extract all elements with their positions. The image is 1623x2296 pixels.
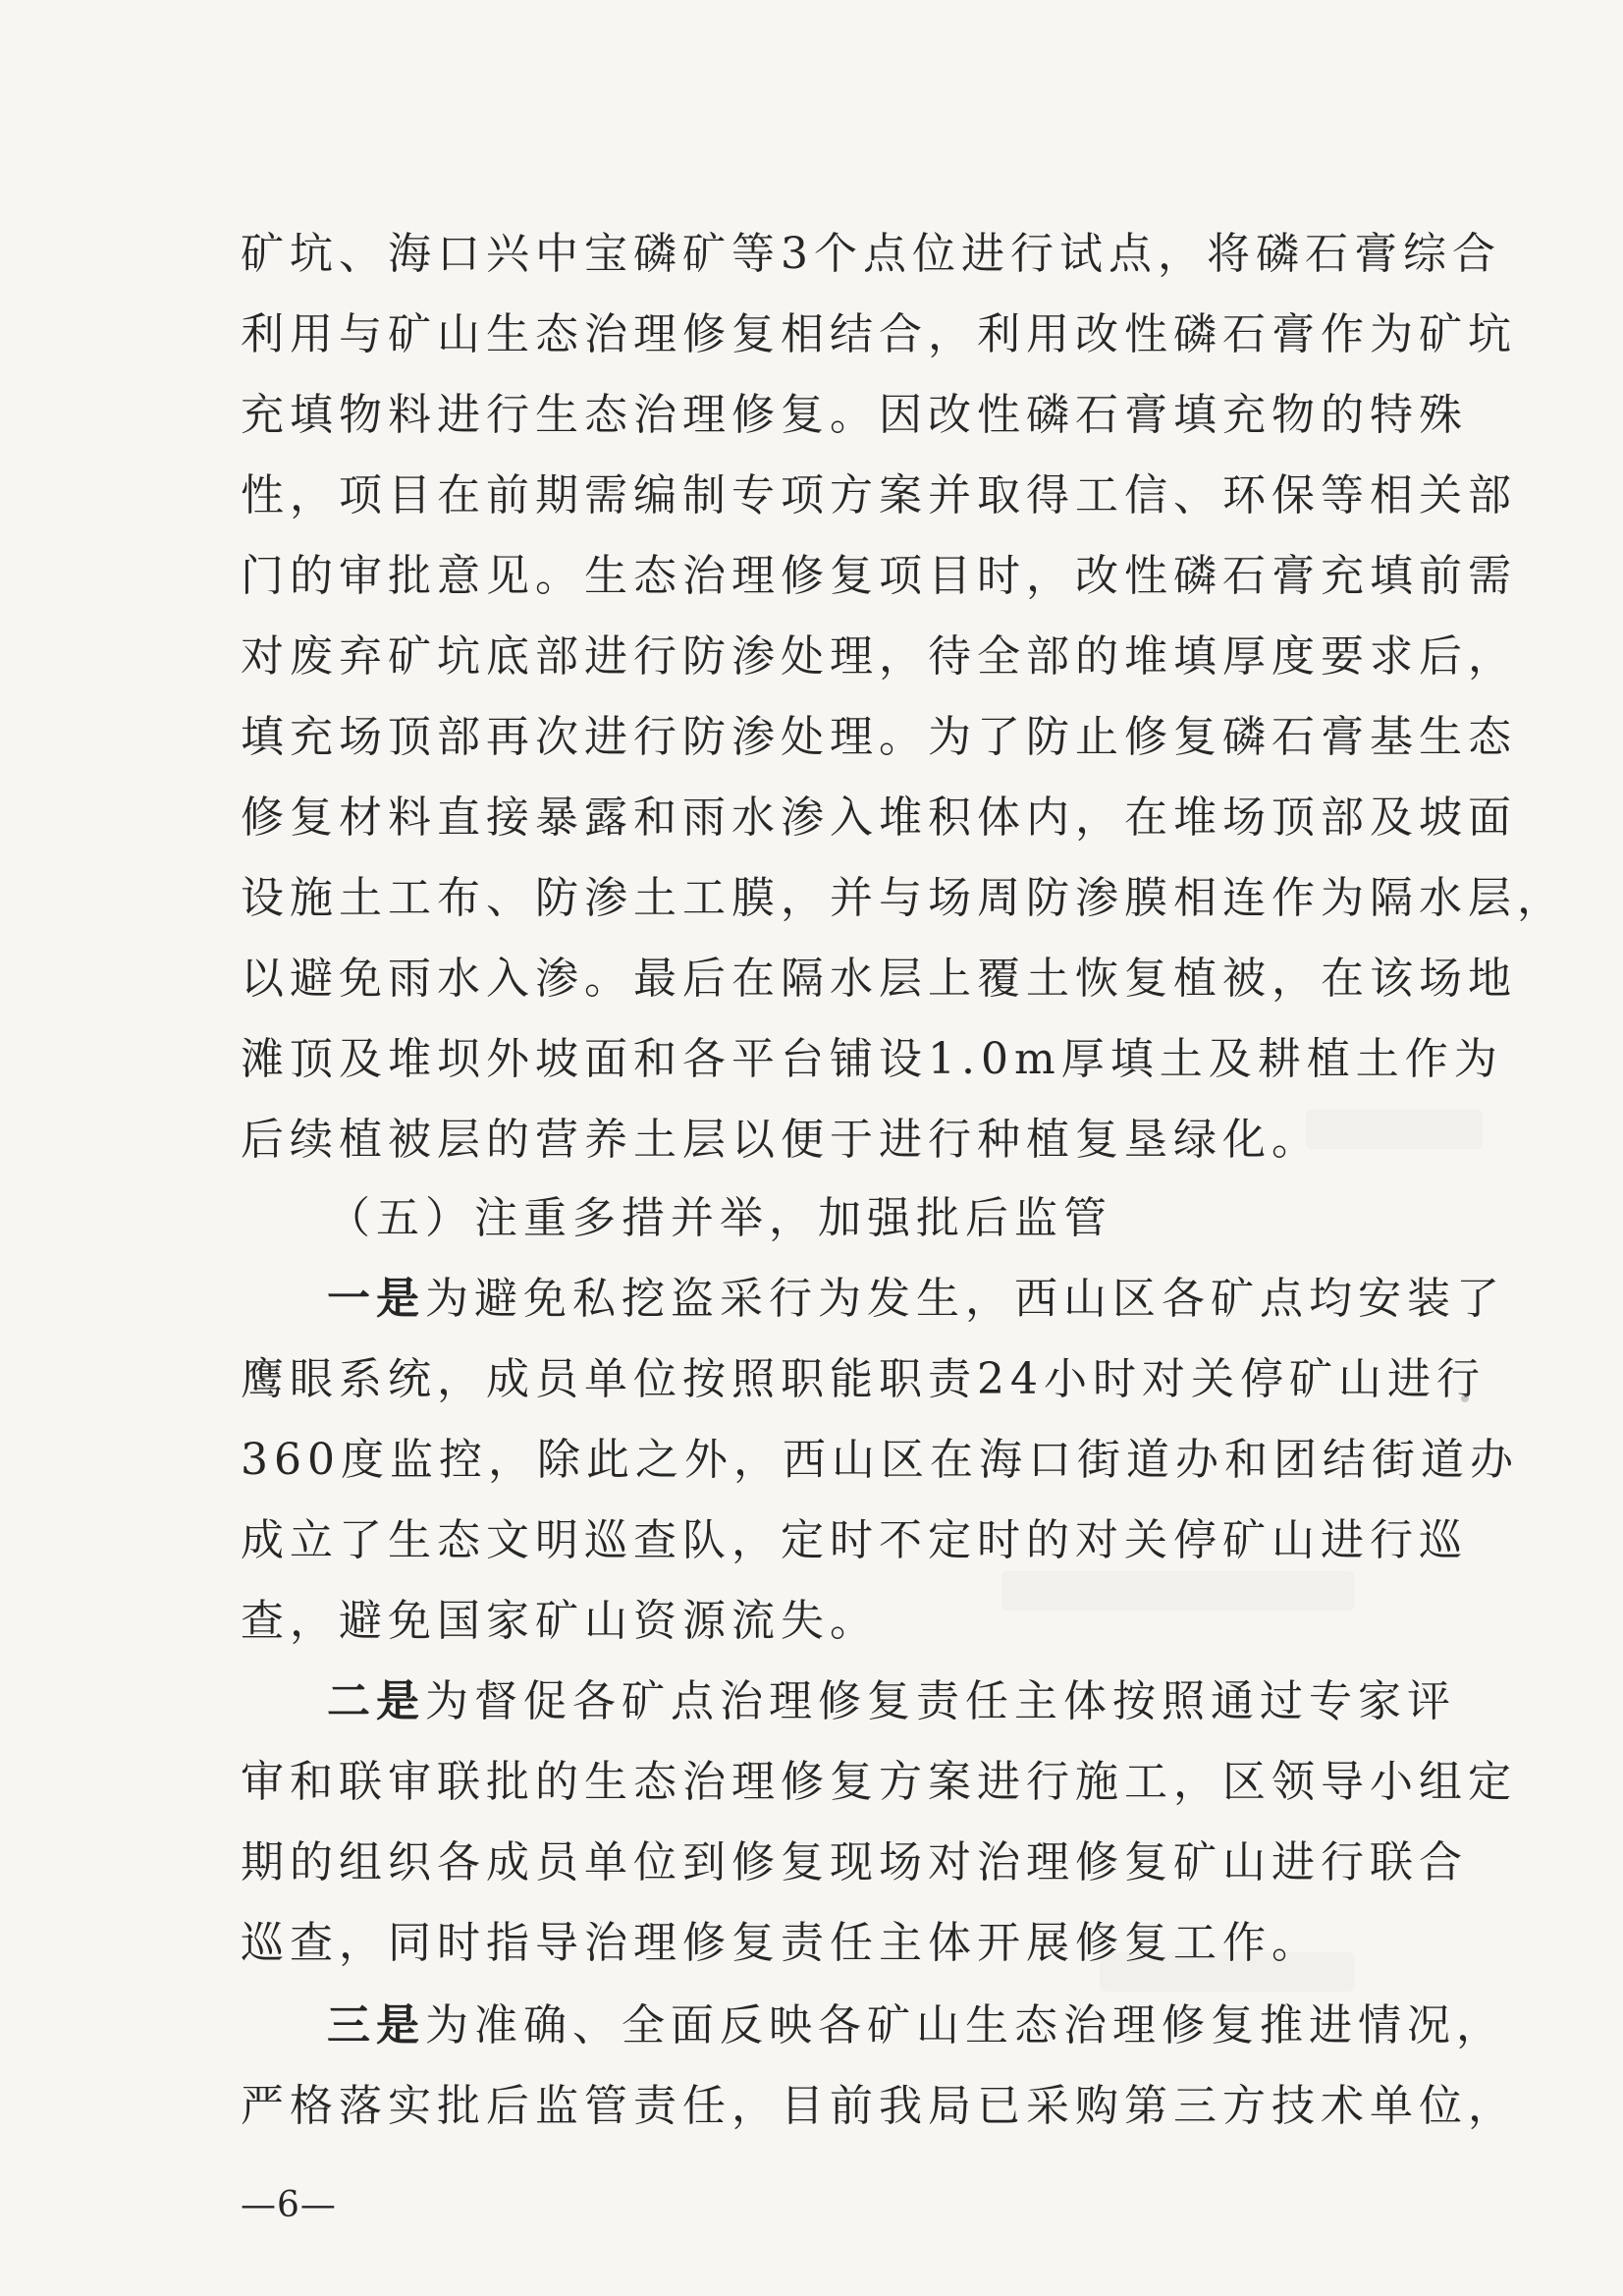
paragraph-one-lead: 一是 xyxy=(327,1274,425,1324)
paragraph-two-line-1 xyxy=(327,1674,1456,1729)
scan-dot xyxy=(1461,1394,1469,1402)
paragraph-three-line-2: 严格落实批后监管责任，目前我局已采购第三方技术单位， xyxy=(241,2081,1517,2131)
body-line-7: 填充场顶部再次进行防渗处理。为了防止修复磷石膏基生态 xyxy=(241,712,1517,762)
scan-shadow xyxy=(1001,1571,1355,1611)
paragraph-three-line-1-text: 为准确、全面反映各矿山生态治理修复推进情况， xyxy=(425,2000,1505,2050)
body-line-4: 性，项目在前期需编制专项方案并取得工信、环保等相关部 xyxy=(241,470,1517,520)
paragraph-one-line-5: 查，避免国家矿山资源流失。 xyxy=(241,1596,879,1646)
paragraph-one-line-1-text: 为避免私挖盗采行为发生，西山区各矿点均安装了 xyxy=(425,1274,1505,1324)
paragraph-three-line-1 xyxy=(327,1998,1505,2053)
paragraph-two-line-4: 巡查，同时指导治理修复责任主体开展修复工作。 xyxy=(241,1918,1321,1968)
body-line-6: 对废弃矿坑底部进行防渗处理，待全部的堆填厚度要求后， xyxy=(241,631,1517,682)
body-line-11: 滩顶及堆坝外坡面和各平台铺设1.0m厚填土及耕植土作为 xyxy=(241,1034,1503,1084)
body-line-1: 矿坑、海口兴中宝磷矿等3个点位进行试点，将磷石膏综合 xyxy=(241,229,1501,279)
paragraph-two-lead: 二是 xyxy=(327,1676,425,1726)
body-line-12: 后续植被层的营养土层以便于进行种植复垦绿化。 xyxy=(241,1115,1321,1165)
paragraph-one-line-3: 360度监控，除此之外，西山区在海口街道办和团结街道办 xyxy=(241,1435,1519,1485)
paragraph-one-line-2: 鹰眼系统，成员单位按照职能职责24小时对关停矿山进行 xyxy=(241,1354,1486,1404)
section-heading: （五）注重多措并举，加强批后监管 xyxy=(327,1193,1112,1243)
body-line-5: 门的审批意见。生态治理修复项目时，改性磷石膏充填前需 xyxy=(241,551,1517,601)
paragraph-two-line-3: 期的组织各成员单位到修复现场对治理修复矿山进行联合 xyxy=(241,1837,1468,1887)
paragraph-one-line-4: 成立了生态文明巡查队，定时不定时的对关停矿山进行巡 xyxy=(241,1515,1468,1565)
paragraph-one-line-1 xyxy=(327,1272,1505,1327)
paragraph-two-line-1-text: 为督促各矿点治理修复责任主体按照通过专家评 xyxy=(425,1676,1456,1726)
paragraph-three-lead: 三是 xyxy=(327,2000,425,2050)
body-line-2: 利用与矿山生态治理修复相结合，利用改性磷石膏作为矿坑 xyxy=(241,309,1517,359)
scan-shadow xyxy=(1306,1110,1483,1149)
page-number: —6— xyxy=(241,2185,337,2225)
body-line-10: 以避免雨水入渗。最后在隔水层上覆土恢复植被，在该场地 xyxy=(241,954,1517,1004)
body-line-3: 充填物料进行生态治理修复。因改性磷石膏填充物的特殊 xyxy=(241,390,1468,440)
body-line-8: 修复材料直接暴露和雨水渗入堆积体内，在堆场顶部及坡面 xyxy=(241,793,1517,843)
paragraph-two-line-2: 审和联审联批的生态治理修复方案进行施工，区领导小组定 xyxy=(241,1757,1517,1807)
body-line-9: 设施土工布、防渗土工膜，并与场周防渗膜相连作为隔水层， xyxy=(241,873,1566,923)
